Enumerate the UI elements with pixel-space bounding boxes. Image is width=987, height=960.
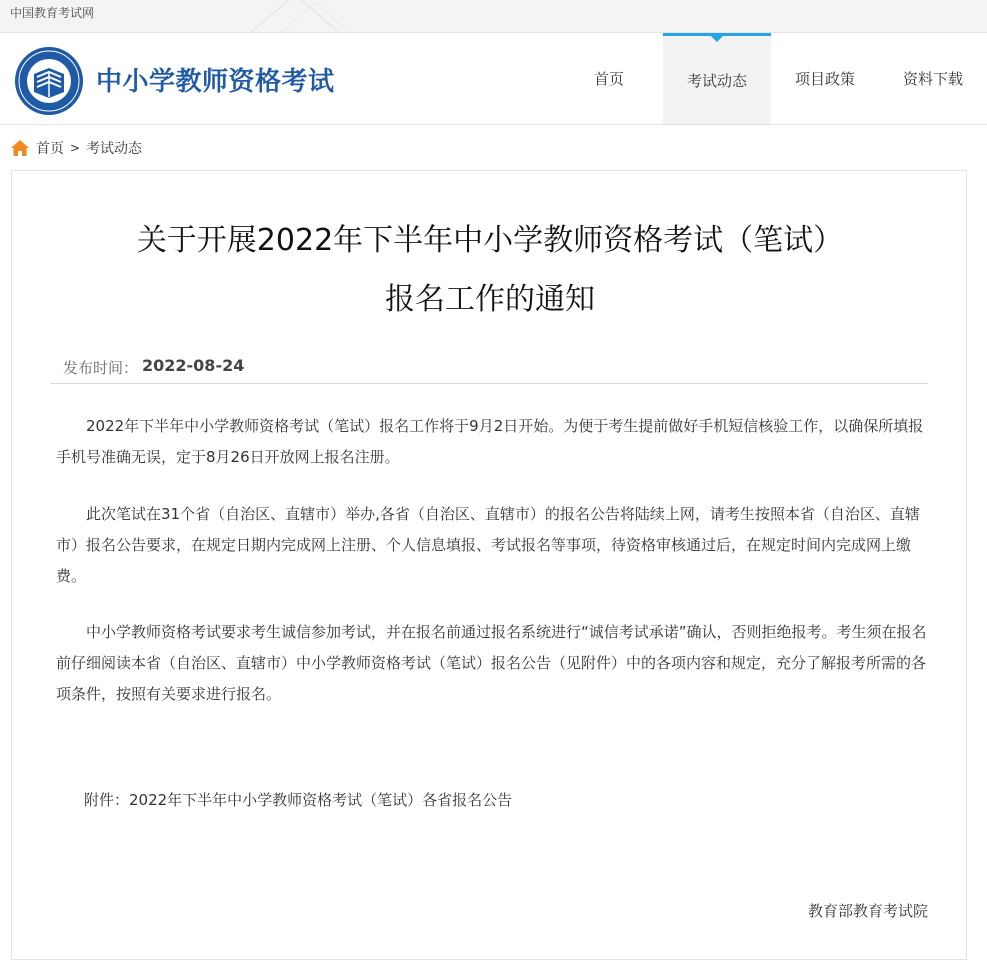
nav-item-label: 首页 [593, 70, 624, 88]
active-caret-icon [711, 36, 723, 42]
nav-item-downloads[interactable] [879, 33, 987, 124]
emblem-book-icon[interactable] [14, 46, 84, 116]
top-bar [0, 0, 987, 33]
nav-item-label: 项目政策 [794, 70, 855, 88]
article-paragraph: 此次笔试在31个省（自治区、直辖市）举办,各省（自治区、直辖市）的报名公告将陆续上网，请考生按照本省（自治区、直辖市）报名公告要求，在规定日期内完成网上注册、个人信息填报、考试报名等事项，待资格审核通过后，在规定时间内完成网上缴费。 [56, 505, 920, 585]
article-container [11, 170, 967, 960]
breadcrumb [10, 137, 142, 159]
publish-date: 2022-08-24 [142, 356, 245, 375]
signature: 教育部教育考试院 [807, 902, 928, 920]
logo-title[interactable]: 中小学教师资格考试 [96, 67, 335, 97]
nav-item-label: 考试动态 [686, 71, 747, 90]
decorative-pattern [240, 0, 370, 33]
home-icon[interactable] [10, 139, 30, 157]
article-title-line2: 报名工作的通知 [385, 282, 595, 317]
site-header [0, 33, 987, 125]
breadcrumb-home[interactable]: 首页 [36, 141, 64, 157]
article-paragraph: 中小学教师资格考试要求考生诚信参加考试，并在报名前通过报名系统进行“诚信考试承诺”确认，否则拒绝报考。考生须在报名前仔细阅读本省（自治区、直辖市）中小学教师资格考试（笔试）报名公告（见附件）中的各项内容和规定，充分了解报考所需的各项条件，按照有关要求进行报名。 [56, 623, 927, 703]
nav-item-exam-news[interactable] [663, 33, 771, 124]
publish-label: 发布时间： [63, 359, 139, 377]
main-nav [555, 33, 987, 124]
nav-item-home[interactable] [555, 33, 663, 124]
article-title-line1: 关于开展2022年下半年中小学教师资格考试（笔试） [136, 223, 844, 258]
breadcrumb-separator: > [70, 141, 81, 155]
article-meta [50, 355, 928, 384]
attachment-link[interactable]: 附件：2022年下半年中小学教师资格考试（笔试）各省报名公告 [84, 791, 513, 809]
breadcrumb-current[interactable]: 考试动态 [86, 141, 143, 157]
site-name-link[interactable]: 中国教育考试网 [10, 6, 95, 20]
article-title [12, 211, 968, 329]
article-paragraph: 2022年下半年中小学教师资格考试（笔试）报名工作将于9月2日开始。为便于考生提前做好手机短信核验工作，以确保所填报手机号准确无误，定于8月26日开放网上报名注册。 [56, 417, 924, 466]
nav-item-policy[interactable] [771, 33, 879, 124]
nav-item-label: 资料下载 [902, 70, 963, 88]
